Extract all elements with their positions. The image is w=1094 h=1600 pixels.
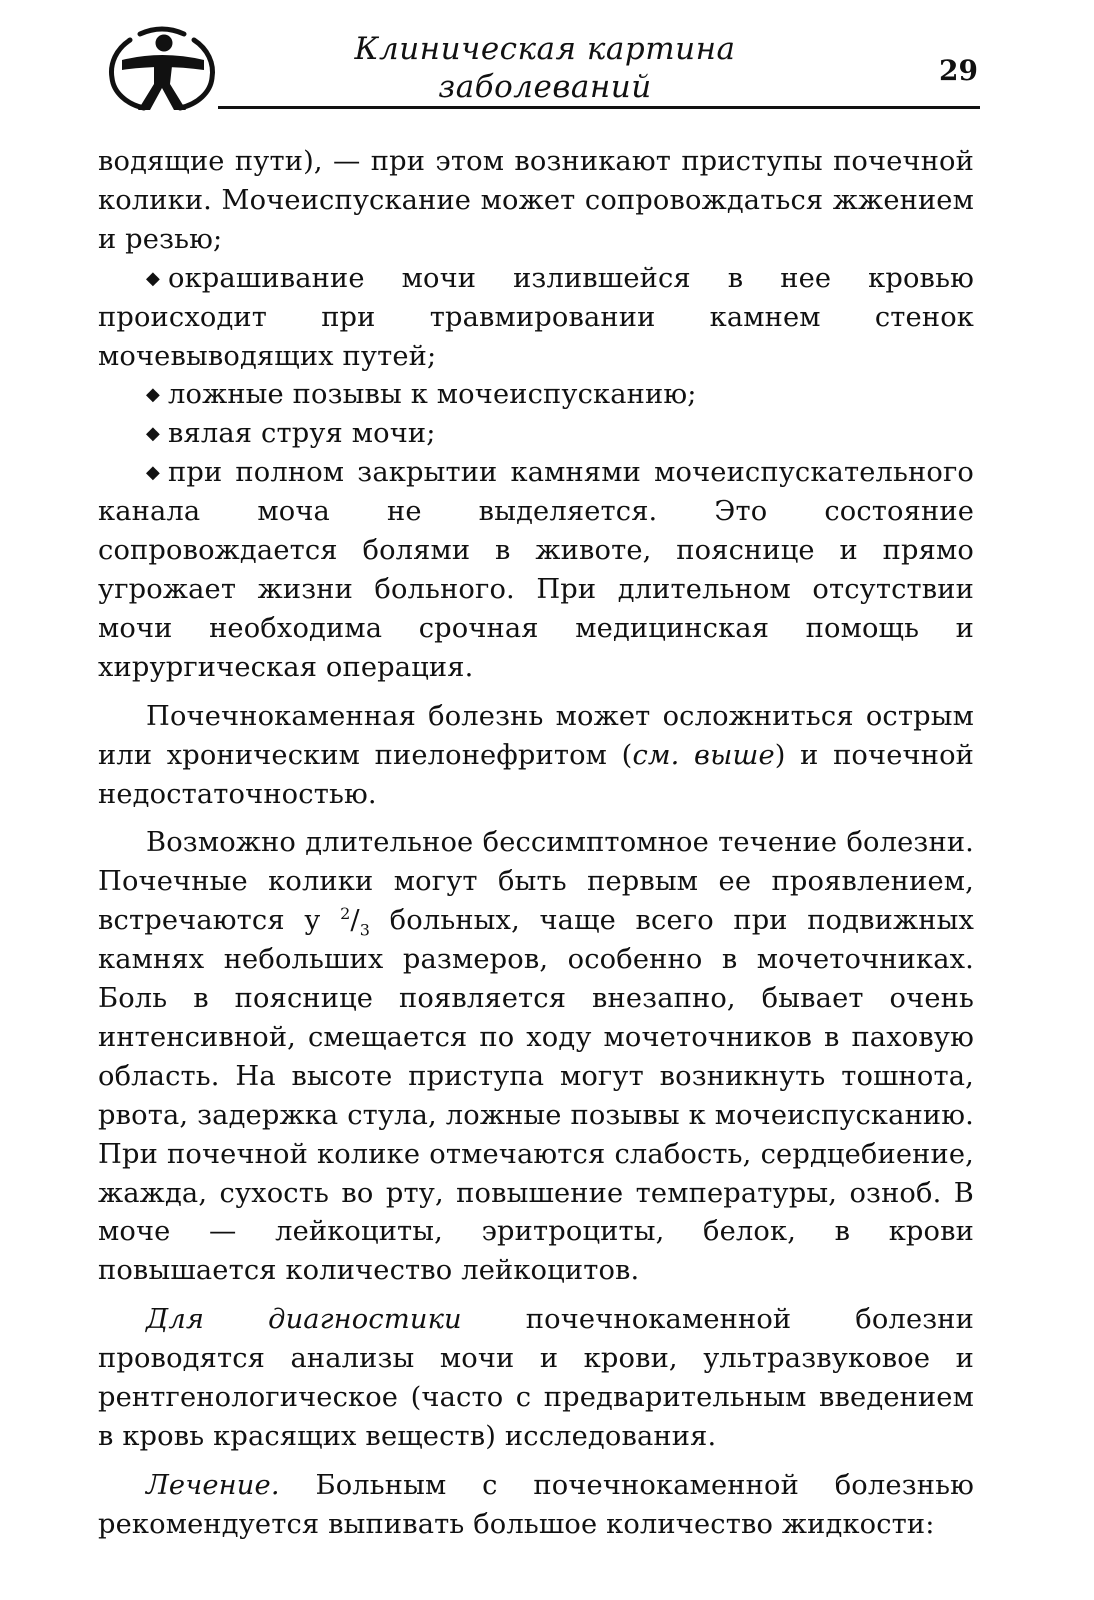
section-lead: Для диагностики <box>146 1304 462 1336</box>
bullet-item <box>98 376 974 415</box>
fraction-denominator: 3 <box>359 920 371 940</box>
bullet-item <box>98 415 974 454</box>
paragraph-symptoms: Возможно длительное бессимптомное течение болезни. Почечные колики могут быть первым ее проявлением, встречаются у $^2/_3$ больных, чаще всего при подвижных камнях небольших размеров, особенно в мочеточниках. Боль в пояснице появляется внезапно, бывает очень интенсивной, смещается по ходу мочеточников в паховую область. На высоте приступа могут возникнуть тошнота, рвота, задержка стула, ложные позывы к мочеиспусканию. При почечной колике отмечаются слабость, сердцебиение, жажда, сухость во рту, повышение температуры, озноб. В моче — лейкоциты, эритроциты, белок, в крови повышается количество лейкоцитов. <box>98 827 974 1287</box>
bullet-item <box>98 454 974 687</box>
page-number: 29 <box>939 54 978 87</box>
section-lead: Лечение. <box>146 1469 280 1501</box>
header-rule <box>218 106 980 109</box>
diamond-bullet-icon: ◆ <box>146 267 160 289</box>
running-header <box>100 26 980 112</box>
bullet-text: ложные позывы к мочеиспусканию; <box>168 379 697 411</box>
bullet-text: окрашивание мочи излившейся в нее кровью происходит при травмировании камнем стенок мочевыводящих путей; <box>98 262 974 372</box>
diamond-bullet-icon: ◆ <box>146 462 160 484</box>
paragraph-complications: Почечнокаменная болезнь может осложниться острым или хроническим пиелонефритом (см. выше) и почечной недостаточностью. <box>98 700 974 810</box>
paragraph-diagnostics: Для диагностики почечнокаменной болезни проводятся анализы мочи и крови, ультразвуковое и рентгенологическое (часто с предварительным введением в кровь красящих веществ) исследования. <box>98 1304 974 1452</box>
figure-in-circle-logo-icon <box>100 26 224 112</box>
bullet-item <box>98 260 974 377</box>
paragraph-continuation: водящие пути), — при этом возникают приступы почечной колики. Мочеиспускание может сопровождаться жжением и резью; <box>98 146 974 255</box>
running-title-line-1: Клиническая картина <box>354 31 736 67</box>
diamond-bullet-icon: ◆ <box>146 384 160 406</box>
bullet-text: вялая струя мочи; <box>168 418 436 450</box>
cross-reference: см. выше <box>632 739 775 771</box>
fraction-numerator: 2 <box>340 904 351 924</box>
running-title <box>330 30 760 106</box>
running-title-line-2: заболеваний <box>438 69 652 105</box>
body-text <box>98 143 974 1545</box>
diamond-bullet-icon: ◆ <box>146 423 160 445</box>
bullet-text: при полном закрытии камнями мочеиспускательного канала моча не выделяется. Это состояние сопровождается болями в животе, пояснице и прямо угрожает жизни больного. При длительном отсутствии мочи необходима срочная медицинская помощь и хирургическая операция. <box>98 457 974 683</box>
fraction-slash: / <box>350 905 360 937</box>
paragraph-treatment: Лечение. Больным с почечнокаменной болезнью рекомендуется выпивать большое количество жидкости: <box>98 1469 974 1540</box>
